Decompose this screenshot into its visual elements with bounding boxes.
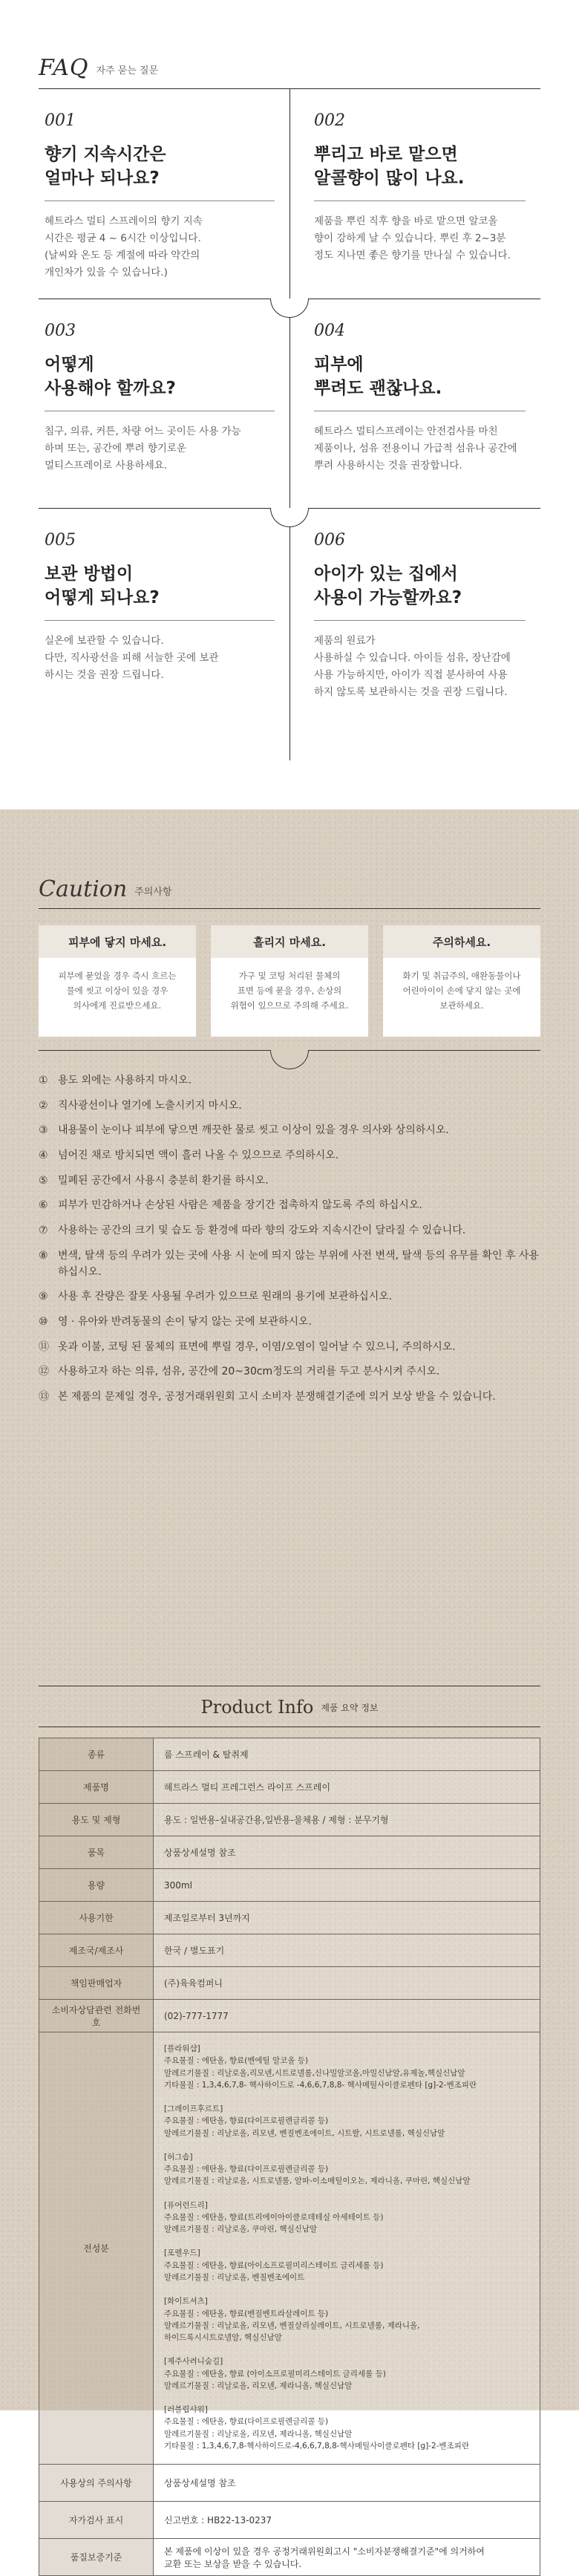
caution-item	[39, 1364, 540, 1380]
product-info-value: (주)육육컴퍼니	[154, 1967, 540, 2000]
ingredient-line: 주요물질 : 에탄올, 향료(다이프로필렌글리콜 등)	[164, 2165, 329, 2174]
caution-item	[39, 1340, 540, 1356]
product-info-value: 용도 : 일반용-실내공간용,일반용-물체용 / 제형 : 분무기형	[154, 1804, 540, 1836]
faq-answer: 헤트라스 멀티스프레이는 안전검사를 마친 제품이나, 섬유 전용이니 가급적 섬유나 공간에 뿌려 사용하시는 것을 권장합니다.	[314, 425, 517, 472]
caution-item-text: 내용물이 눈이나 피부에 닿으면 깨끗한 물로 씻고 이상이 있을 경우 의사와 상의하시오.	[58, 1124, 449, 1137]
faq-question: 향기 지속시간은 얼마나 되나요?	[45, 145, 166, 188]
product-info-value	[154, 2465, 540, 2502]
caution-item-marker: ⑦	[39, 1225, 48, 1237]
faq-item	[39, 509, 290, 760]
caution-item-text: 밀폐된 공간에서 사용시 충분히 환기를 하시오.	[58, 1174, 269, 1187]
ingredient-block	[164, 2355, 529, 2392]
caution-item-marker: ⑧	[39, 1249, 48, 1262]
caution-item-text: 용도 외에는 사용하지 마시오.	[58, 1075, 192, 1086]
product-info-value-line: 상품상세설명 참조	[164, 2478, 236, 2489]
caution-item	[39, 1198, 540, 1214]
caution-box-title: 피부에 닿지 마세요.	[39, 925, 196, 958]
caution-item	[39, 1223, 540, 1239]
product-info-key: 제품명	[39, 1771, 154, 1804]
product-info-key: 종류	[39, 1738, 154, 1771]
ingredient-line: 알레르기물질 : 리날로올, 쿠마린, 헥실신남알	[164, 2225, 318, 2234]
caution-item-marker: ②	[39, 1099, 48, 1112]
faq-question: 뿌리고 바로 맡으면 알콜향이 많이 나요.	[314, 145, 465, 188]
faq-number: 005	[45, 531, 76, 550]
caution-item	[39, 1148, 540, 1164]
caution-list	[39, 1073, 540, 1406]
product-info-key: 용도 및 제형	[39, 1804, 154, 1836]
ingredient-line: [화이트셔츠]	[164, 2297, 208, 2306]
faq-item	[39, 299, 290, 508]
product-info-subtitle: 제품 요약 정보	[321, 1702, 379, 1713]
product-info-key: 품질보증기준	[39, 2539, 154, 2576]
caution-item-text: 변색, 탈색 등의 우려가 있는 곳에 사용 시 눈에 띄지 않는 부위에 사전 변색, 탈색 등의 유무를 확인 후 사용하십시오.	[58, 1249, 539, 1278]
product-info-title: Product Info	[200, 1697, 314, 1718]
product-info-row	[39, 2032, 540, 2465]
caution-item	[39, 1123, 540, 1139]
product-info-row	[39, 1869, 540, 1902]
faq-question: 아이가 있는 집에서 사용이 가능할까요?	[314, 564, 462, 607]
caution-item-marker: ⑬	[39, 1390, 49, 1403]
faq-number: 006	[314, 531, 345, 550]
faq-rule	[314, 200, 526, 201]
ingredient-line: [그레이프후르트]	[164, 2104, 223, 2114]
faq-title: FAQ	[39, 55, 89, 81]
ingredient-line: 알레르기물질 : 리날로올, 리모넨, 제라니올, 헥실신남알	[164, 2429, 353, 2439]
faq-answer: 침구, 의류, 커튼, 차량 어느 곳이든 사용 가능 하며 또는, 공간에 뿌려 향기로운 멀티스프레이로 사용하세요.	[45, 425, 241, 472]
product-info-row	[39, 1804, 540, 1836]
product-info-row	[39, 1967, 540, 2000]
ingredient-block	[164, 2043, 529, 2091]
ingredient-block	[164, 2103, 529, 2139]
caution-subtitle: 주의사항	[134, 887, 172, 898]
ingredient-line: 알레르기물질 : 리날로올, 리모넨, 벤질살리실레이트, 시트로넬롤, 제라니올,	[164, 2321, 420, 2330]
faq-answer: 제품의 원료가 사용하실 수 있습니다. 아이들 섬유, 장난감에 사용 가능하지만, 아이가 직접 분사하여 사용 하지 않도록 보관하시는 것을 권장 드립니다.	[314, 635, 511, 699]
caution-box	[39, 925, 196, 1037]
ingredient-block	[164, 2247, 529, 2283]
product-info-value: 한국 / 별도표기	[154, 1934, 540, 1967]
product-info-value-line: 신고번호 : HB22-13-0237	[164, 2515, 272, 2526]
caution-separator	[39, 1050, 540, 1051]
product-info-value: 헤트라스 멀티 프레그런스 라이프 스프레이	[154, 1771, 540, 1804]
faq-question: 어떻게 사용해야 할까요?	[45, 355, 176, 398]
product-info-row	[39, 2465, 540, 2502]
faq-header	[39, 0, 540, 81]
caution-item-marker: ③	[39, 1124, 48, 1137]
caution-item	[39, 1073, 540, 1089]
caution-item-text: 본 제품의 문제일 경우, 공정거래위원회 고시 소비자 분쟁해결기준에 의거 보상 받을 수 있습니다.	[58, 1390, 496, 1403]
faq-answer: 제품을 뿌린 직후 향을 바로 맡으면 알코올 향이 강하게 날 수 있습니다. 뿌린 후 2~3분 정도 지나면 좋은 향기를 만나실 수 있습니다.	[314, 215, 511, 262]
faq-question: 보관 방법이 어떻게 되나요?	[45, 564, 160, 607]
caution-item-text: 옷과 이불, 코팅 된 물체의 표면에 뿌릴 경우, 이염/오염이 일어날 수 있으니, 주의하시오.	[58, 1340, 456, 1353]
ingredient-line: 주요물질 : 에탄올, 향료(다이프로필렌글리콜 등)	[164, 2417, 329, 2427]
ingredient-line: [퓨어런드리]	[164, 2200, 208, 2210]
caution-item	[39, 1314, 540, 1331]
product-info-key: 사용상의 주의사항	[39, 2465, 154, 2502]
caution-item-marker: ④	[39, 1150, 48, 1162]
product-info-value: 상품상세설명 참조	[154, 1836, 540, 1869]
product-info-key: 소비자상담관련 전화번호	[39, 2000, 154, 2032]
faq-number: 002	[314, 111, 345, 130]
faq-row	[39, 299, 540, 508]
product-info-table	[39, 1738, 540, 2576]
product-info-row	[39, 1836, 540, 1869]
ingredient-line: 주요물질 : 에탄올, 향료(벤에틸 알코올 등)	[164, 2056, 309, 2066]
product-info-value: 300ml	[154, 1869, 540, 1902]
caution-box-title: 흘리지 마세요.	[211, 925, 368, 958]
caution-title: Caution	[39, 876, 128, 902]
caution-box-desc: 피부에 묻었을 경우 즉시 흐르는 물에 씻고 이상이 있을 경우 의사에게 진료받으세요.	[58, 971, 177, 1011]
product-info-value	[154, 2539, 540, 2576]
faq-question: 피부에 뿌려도 괜찮나요.	[314, 355, 442, 398]
faq-number: 003	[45, 322, 76, 340]
caution-item-text: 사용 후 잔량은 잘못 사용될 우려가 있으므로 원래의 용기에 보관하십시오.	[58, 1291, 393, 1303]
faq-rule	[314, 620, 526, 621]
caution-item-marker: ⑩	[39, 1315, 48, 1328]
product-info-row	[39, 1771, 540, 1804]
caution-section	[39, 876, 540, 1415]
faq-row	[39, 508, 540, 760]
caution-box	[383, 925, 540, 1037]
ingredient-line: 알레르기물질 : 리날로올,리모넨,시트로넬롤,신나밀알코올,아밀신남알,유제놀,헥실신남알	[164, 2068, 465, 2078]
product-info-key: 사용기한	[39, 1902, 154, 1934]
product-info-row	[39, 1902, 540, 1934]
product-info-section	[39, 1686, 540, 2576]
ingredient-block	[164, 2404, 529, 2452]
product-info-header	[39, 1686, 540, 1726]
ingredient-line: [포렐우드]	[164, 2249, 200, 2258]
caution-box-desc: 화기 및 취급주의, 애완동물이나 어린아이이 손에 닿지 않는 곳에 보관하세요.	[402, 971, 521, 1011]
caution-item-marker: ⑨	[39, 1291, 48, 1303]
product-info-value: 제조일로부터 3년까지	[154, 1902, 540, 1934]
caution-item-text: 영 · 유아와 반려동물의 손이 닿지 않는 곳에 보관하시오.	[58, 1315, 313, 1328]
caution-item	[39, 1289, 540, 1305]
ingredient-line: [러블립샤워]	[164, 2405, 208, 2415]
caution-header	[39, 876, 540, 902]
product-info-key: 책임판매업자	[39, 1967, 154, 2000]
ingredient-block	[164, 2295, 529, 2344]
faq-section	[0, 0, 579, 809]
product-info-value	[154, 2502, 540, 2539]
caution-item-marker: ⑪	[39, 1340, 49, 1353]
product-info-value-line: 본 제품에 이상이 있을 경우 공정거래위원회고시 "소비자분쟁해결기준"에 의거하여	[164, 2546, 485, 2557]
product-info-row	[39, 1934, 540, 1967]
faq-row	[39, 89, 540, 299]
paper-section	[0, 809, 579, 2569]
product-info-key: 용량	[39, 1869, 154, 1902]
caution-box-desc: 가구 및 코팅 처리된 물체의 표면 등에 묻을 경우, 손상의 위험이 있으므로 주의해 주세요.	[230, 971, 349, 1011]
caution-item-marker: ⑤	[39, 1174, 48, 1187]
caution-boxes	[39, 925, 540, 1037]
ingredient-line: 알레르기물질 : 리날로올, 벤질벤조에이트	[164, 2272, 305, 2282]
caution-item-text: 직사광선이나 열기에 노출시키지 마시오.	[58, 1099, 242, 1112]
product-info-key: 자가검사 표시	[39, 2502, 154, 2539]
faq-item	[290, 299, 540, 508]
ingredient-line: 알레르기물질 : 리날로올, 시트로넬롤, 알파-이소메틸이오논, 제라니올, 쿠마린, 헥실신남알	[164, 2176, 471, 2186]
product-info-value	[154, 2032, 540, 2465]
ingredient-line: [플라워샵]	[164, 2044, 200, 2053]
caution-divider	[39, 908, 540, 909]
ingredient-line: 주요물질 : 에탄올, 향료(아이소프로필미리스테이트 글리세롤 등)	[164, 2260, 384, 2270]
caution-box-title: 주의하세요.	[383, 925, 540, 958]
ingredient-line: 기타물질 : 1,3,4,6,7,8- 헥사하이드로 -4,6,6,7,8,8- 헥사메틸사이클로펜타 [g]-2-벤조피란	[164, 2080, 477, 2090]
ingredient-block	[164, 2200, 529, 2236]
caution-item-marker: ①	[39, 1075, 48, 1086]
product-info-key: 전성분	[39, 2032, 154, 2465]
faq-item	[39, 89, 290, 299]
product-info-row	[39, 2539, 540, 2576]
ingredient-line: 알레르기물질 : 리날로올, 리모넨, 벤질벤조에이트, 시트랄, 시트로넬롤, 헥실신남알	[164, 2128, 445, 2138]
caution-item	[39, 1248, 540, 1280]
ingredient-line: [허그솝]	[164, 2152, 193, 2162]
ingredient-line: 주요물질 : 에탄올, 향료(트리에이아이클로데테실 아세테이트 등)	[164, 2212, 384, 2222]
product-info-key: 품목	[39, 1836, 154, 1869]
faq-subtitle: 자주 묻는 질문	[96, 65, 159, 76]
divider-knob	[270, 1050, 309, 1069]
faq-number: 001	[45, 111, 76, 130]
caution-item	[39, 1173, 540, 1190]
ingredient-line: 주요물질 : 에탄올, 향료 (아이소프로필미리스테이트 글리세롤 등)	[164, 2369, 386, 2378]
product-info-value-line: 교환 또는 보상을 받을 수 있습니다.	[164, 2558, 302, 2569]
caution-item-text: 피부가 민감하거나 손상된 사람은 제품을 장기간 접촉하지 않도록 주의 하십시오.	[58, 1199, 422, 1212]
caution-item-marker: ⑥	[39, 1199, 48, 1212]
ingredient-line: 주요물질 : 에탄올, 향료(다이프로필렌글리콜 등)	[164, 2116, 329, 2126]
caution-box	[211, 925, 368, 1037]
faq-answer: 헤트라스 멀티 스프레이의 향기 지속 시간은 평균 4 ~ 6시간 이상입니다. (날씨와 온도 등 계절에 따라 약간의 개인차가 있을 수 있습니다.)	[45, 215, 203, 279]
faq-answer: 실온에 보관할 수 있습니다. 다만, 직사광선을 피해 서늘한 곳에 보관 하시는 것을 권장 드립니다.	[45, 635, 219, 682]
caution-item-marker: ⑫	[39, 1366, 49, 1378]
product-info-bottom-rule	[39, 1726, 540, 1727]
caution-item-text: 사용하는 공간의 크기 및 습도 등 환경에 따라 향의 강도와 지속시간이 달라질 수 있습니다.	[58, 1225, 466, 1237]
caution-item-text: 사용하고자 하는 의류, 섬유, 공간에 20~30cm정도의 거리를 두고 분사시켜 주시오.	[58, 1366, 440, 1378]
ingredient-line: [제주사려니숲길]	[164, 2357, 223, 2367]
ingredient-line: 기타물질 : 1,3,4,6,7,8-헥사하이드로-4,6,6,7,8,8-헥사메틸사이클로펜타 [g]-2-벤조피란	[164, 2441, 470, 2451]
ingredient-line: 주요물질 : 에탄올, 향료(벤질벤트라살레이트 등)	[164, 2309, 329, 2318]
caution-item	[39, 1389, 540, 1406]
faq-grid	[39, 89, 540, 760]
product-info-value: (02)-777-1777	[154, 2000, 540, 2032]
ingredient-line: 알레르기물질 : 리날로올, 리모넨, 제라니올, 헥실신남알	[164, 2381, 353, 2390]
ingredient-block	[164, 2151, 529, 2188]
product-info-value: 룸 스프레이 & 탈취제	[154, 1738, 540, 1771]
product-info-row	[39, 2502, 540, 2539]
faq-item	[290, 509, 540, 760]
ingredient-line: 하이드록시시트로넬알, 헥실신남알	[164, 2333, 282, 2343]
product-info-key: 제조국/제조사	[39, 1934, 154, 1967]
caution-item	[39, 1098, 540, 1115]
product-info-row	[39, 2000, 540, 2032]
faq-item	[290, 89, 540, 299]
faq-number: 004	[314, 322, 345, 340]
caution-item-text: 넘어진 채로 방치되면 액이 흘러 나올 수 있으므로 주의하시오.	[58, 1150, 339, 1162]
faq-rule	[45, 620, 275, 621]
product-info-row	[39, 1738, 540, 1771]
faq-rule	[45, 200, 275, 201]
